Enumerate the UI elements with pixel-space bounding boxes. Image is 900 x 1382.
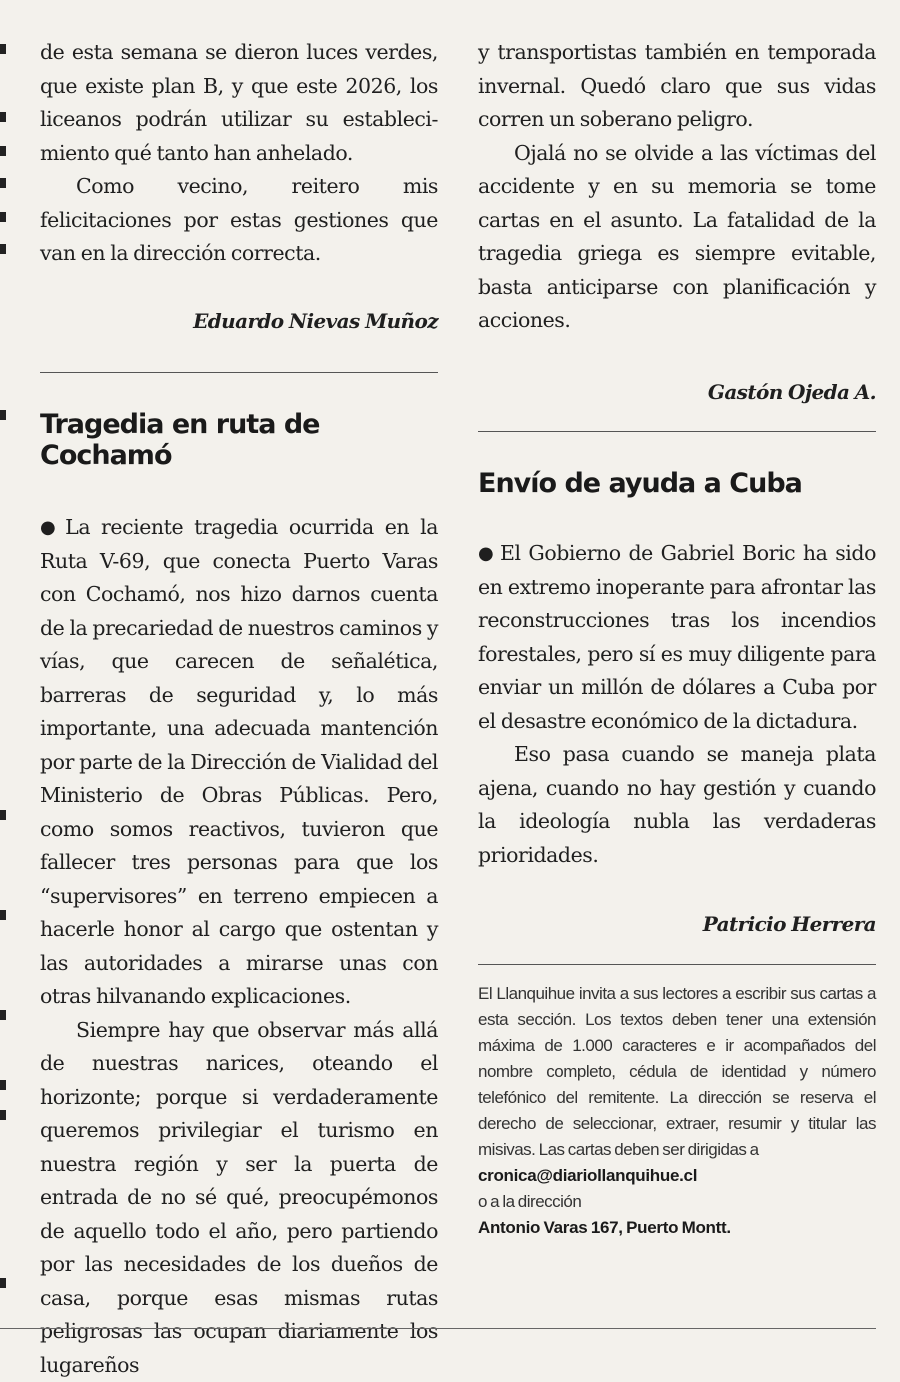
- letter-paragraph-text: La reciente tragedia ocurrida en la Ruta V-69, que conecta Puerto Varas con Cochamó, nos hizo darnos cuenta de la precariedad de nuestros caminos y vías, que carecen de señalética, barreras de seguridad y, lo más importante, una adecuada mantención por parte de la Dirección de Vialidad del Ministerio de Obras Públicas. Pero, como somos reactivos, tuvieron que fallecer tres personas para que los “supervisores” en terreno empiecen a hacerle honor al cargo que ostentan y las autoridades a mirarse unas con otras hilvanando explicaciones.: [40, 515, 438, 1008]
- bullet-icon: ●: [478, 543, 496, 564]
- bullet-icon: ●: [40, 517, 61, 538]
- submission-notice: El Llanquihue invita a sus lectores a escribir sus cartas a esta sección. Los textos deben tener una extensión máxima de 1.000 caracteres e ir acompañados del nombre completo, cédula de identidad y número telefónico del remitente. La dirección se reserva el derecho de seleccionar, extraer, resumir y titular las misivas. Las cartas deben ser dirigidas a: [478, 981, 876, 1163]
- letter-signature: Gastón Ojeda A.: [478, 376, 876, 410]
- letter-signature: Patricio Herrera: [478, 908, 876, 942]
- right-column: [478, 36, 876, 1241]
- letter-paragraph: Siempre hay que observar más allá de nuestras narices, oteando el horizonte; porque si verdaderamente queremos privilegiar el turismo en nuestra región y ser la puerta de entrada de no sé qué, preocupémonos de aquello todo el año, pero partiendo por las necesidades de los dueños de casa, porque esas mismas rutas peligrosas las ocupan diariamente los lugareños: [40, 1014, 438, 1382]
- adjacent-column-fragment: [0, 1110, 6, 1120]
- letter-title: Envío de ayuda a Cuba: [478, 468, 876, 499]
- letter-paragraph: Como vecino, reitero mis felicitaciones por estas gestiones que van en la dirección correcta.: [40, 170, 438, 271]
- adjacent-column-fragment: [0, 244, 6, 254]
- adjacent-column-fragment: [0, 1080, 6, 1090]
- letter-title: Tragedia en ruta de Cochamó: [40, 409, 438, 471]
- adjacent-column-fragment: [0, 910, 6, 920]
- adjacent-column-fragment: [0, 44, 6, 54]
- notice-address: Antonio Varas 167, Puerto Montt.: [478, 1215, 876, 1241]
- letter-paragraph: de esta semana se dieron luces verdes, que existe plan B, y que este 2026, los liceanos podrán utilizar su estableci-miento qué tanto han anhelado.: [40, 36, 438, 170]
- adjacent-column-fragment: [0, 1278, 6, 1288]
- notice-or-text: o a la dirección: [478, 1189, 876, 1215]
- adjacent-column-fragment: [0, 410, 6, 420]
- adjacent-column-fragment: [0, 1010, 6, 1020]
- letter-paragraph: Ojalá no se olvide a las víctimas del accidente y en su memoria se tome cartas en el asunto. La fatalidad de la tragedia griega es siempre evitable, basta anticiparse con planificación y acciones.: [478, 137, 876, 338]
- letter-paragraph: [40, 511, 438, 1014]
- letter-paragraph: Eso pasa cuando se maneja plata ajena, cuando no hay gestión y cuando la ideología nubla las verdaderas prioridades.: [478, 738, 876, 872]
- letter-paragraph-text: El Gobierno de Gabriel Boric ha sido en extremo inoperante para afrontar las reconstrucciones tras los incendios forestales, pero sí es muy diligente para enviar un millón de dólares a Cuba por el desastre económico de la dictadura.: [478, 541, 876, 733]
- notice-email: cronica@diariollanquihue.cl: [478, 1163, 876, 1189]
- adjacent-column-fragment: [0, 112, 6, 122]
- letter-signature: Eduardo Nievas Muñoz: [40, 305, 438, 339]
- page-bottom-rule: [0, 1328, 876, 1329]
- adjacent-column-fragment: [0, 810, 6, 820]
- adjacent-column-fragment: [0, 178, 6, 188]
- adjacent-column-fragment: [0, 146, 6, 156]
- adjacent-column-fragment: [0, 212, 6, 222]
- letter-paragraph: y transportistas también en temporada invernal. Quedó claro que sus vidas corren un soberano peligro.: [478, 36, 876, 137]
- left-column: [40, 36, 438, 1382]
- letter-paragraph: [478, 537, 876, 738]
